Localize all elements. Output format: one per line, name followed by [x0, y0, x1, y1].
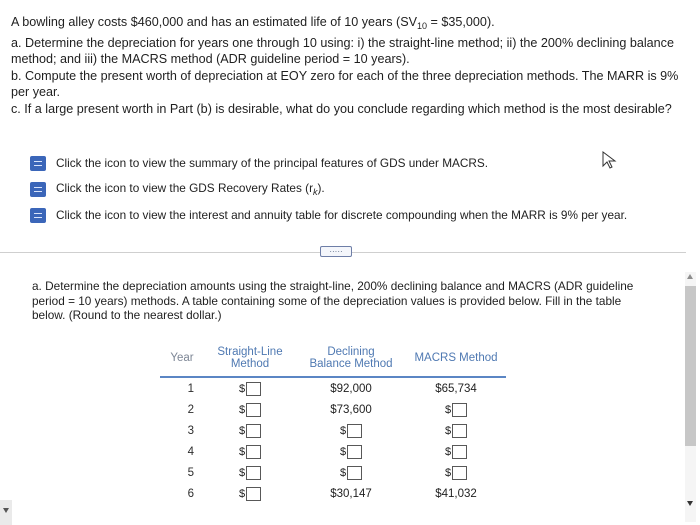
dollar-sign: $	[444, 424, 452, 437]
dollar-sign: $	[238, 403, 246, 416]
link-recovery-rates-label[interactable]	[56, 181, 325, 197]
problem-cost-text: A bowling alley costs $460,000 and has an estimated life of 10 years (SV	[11, 15, 418, 29]
macrs-cell	[406, 399, 506, 420]
straight-line-input[interactable]	[246, 424, 261, 438]
year-cell: 1	[187, 382, 194, 395]
document-icon[interactable]	[30, 208, 46, 223]
declining-balance-input[interactable]	[347, 424, 362, 438]
left-collapse-tab[interactable]	[0, 500, 12, 525]
dollar-sign: $	[444, 403, 452, 416]
problem-part-b: b. Compute the present worth of depreciation at EOY zero for each of the three depreciation methods. The MARR is 9% per year.	[11, 68, 679, 99]
declining-balance-cell: $92,000	[330, 382, 372, 395]
year-cell: 3	[187, 424, 194, 437]
dollar-sign: $	[238, 487, 246, 500]
dollar-sign: $	[444, 445, 452, 458]
table-row	[160, 441, 506, 462]
macrs-column-header: MACRS Method	[414, 352, 498, 364]
declining-balance-cell: $73,600	[330, 403, 372, 416]
chevron-down-icon	[3, 508, 9, 513]
dollar-sign: $	[238, 445, 246, 458]
salvage-subscript: 10	[417, 21, 428, 31]
straight-line-cell	[204, 399, 296, 420]
macrs-cell: $65,734	[435, 382, 477, 395]
macrs-input[interactable]	[452, 466, 467, 480]
macrs-cell	[406, 420, 506, 441]
table-row	[160, 399, 506, 420]
problem-part-a: a. Determine the depreciation for years one through 10 using: i) the straight-line method; ii) the 200% declining balance method; and iii) the MACRS method (ADR guideline period = 10 years).	[11, 35, 674, 66]
dollar-sign: $	[339, 466, 347, 479]
declining-balance-cell	[296, 420, 406, 441]
document-icon[interactable]	[30, 156, 46, 171]
macrs-cell	[406, 462, 506, 483]
declining-balance-cell: $30,147	[330, 487, 372, 500]
scrollbar-thumb[interactable]	[685, 286, 696, 446]
macrs-input[interactable]	[452, 424, 467, 438]
straight-line-input[interactable]	[246, 445, 261, 459]
year-cell: 6	[187, 487, 194, 500]
straight-line-header-line1: Straight-Line	[217, 346, 283, 358]
problem-statement	[11, 14, 681, 117]
straight-line-input[interactable]	[246, 382, 261, 396]
vertical-scrollbar[interactable]	[685, 272, 696, 522]
problem-part-c: c. If a large present worth in Part (b) is desirable, what do you conclude regarding which method is the most desirable?	[11, 101, 672, 116]
declining-balance-column-header	[296, 340, 406, 377]
question-a-text: a. Determine the depreciation amounts using the straight-line, 200% declining balance and MACRS (ADR guideline period = 10 years) methods. A table containing some of the depreciation values is provided below. Fill in the table below. (Round to the nearest dollar.)	[32, 279, 634, 322]
declining-balance-cell	[296, 462, 406, 483]
depreciation-table	[160, 340, 506, 504]
straight-line-cell	[204, 483, 296, 504]
dollar-sign: $	[238, 466, 246, 479]
table-header-row	[160, 340, 506, 377]
straight-line-cell	[204, 420, 296, 441]
link-recovery-rates-text[interactable]: Click the icon to view the GDS Recovery Rates (r	[56, 181, 313, 195]
link-recovery-rates-suffix: ).	[317, 181, 325, 195]
macrs-cell: $41,032	[435, 487, 477, 500]
declining-header-line1: Declining	[327, 346, 375, 358]
macrs-input[interactable]	[452, 403, 467, 417]
table-row	[160, 462, 506, 483]
question-a	[32, 279, 652, 323]
rk-subscript: k	[313, 187, 318, 197]
problem-line-1	[11, 14, 681, 35]
link-interest-table[interactable]	[30, 202, 680, 228]
declining-header-line2: Balance Method	[309, 358, 393, 370]
dollar-sign: $	[339, 445, 347, 458]
macrs-cell	[406, 441, 506, 462]
straight-line-input[interactable]	[246, 403, 261, 417]
straight-line-cell	[204, 441, 296, 462]
table-row	[160, 420, 506, 441]
mouse-pointer-icon	[600, 150, 622, 170]
straight-line-input[interactable]	[246, 487, 261, 501]
document-icon[interactable]	[30, 182, 46, 197]
link-gds-summary[interactable]	[30, 150, 680, 176]
resource-links	[30, 150, 680, 228]
link-recovery-rates[interactable]	[30, 176, 680, 202]
straight-line-column-header	[204, 340, 296, 377]
link-gds-summary-label[interactable]: Click the icon to view the summary of the principal features of GDS under MACRS.	[56, 156, 489, 170]
table-row	[160, 377, 506, 399]
scroll-down-icon[interactable]	[687, 501, 693, 506]
macrs-input[interactable]	[452, 445, 467, 459]
dollar-sign: $	[339, 424, 347, 437]
straight-line-cell	[204, 462, 296, 483]
year-column-header: Year	[170, 352, 194, 364]
link-interest-table-label[interactable]: Click the icon to view the interest and annuity table for discrete compounding when the MARR is 9% per year.	[56, 208, 628, 222]
straight-line-input[interactable]	[246, 466, 261, 480]
dollar-sign: $	[444, 466, 452, 479]
expand-more-button[interactable]: ·····	[320, 246, 352, 257]
table-row	[160, 483, 506, 504]
straight-line-header-line2: Method	[230, 358, 270, 370]
dollar-sign: $	[238, 382, 246, 395]
declining-balance-input[interactable]	[347, 466, 362, 480]
year-cell: 4	[187, 445, 194, 458]
straight-line-cell	[204, 377, 296, 399]
scroll-up-icon[interactable]	[687, 274, 693, 279]
dollar-sign: $	[238, 424, 246, 437]
declining-balance-cell	[296, 441, 406, 462]
salvage-value-text: = $35,000).	[427, 15, 495, 29]
declining-balance-input[interactable]	[347, 445, 362, 459]
year-cell: 5	[187, 466, 194, 479]
year-cell: 2	[187, 403, 194, 416]
